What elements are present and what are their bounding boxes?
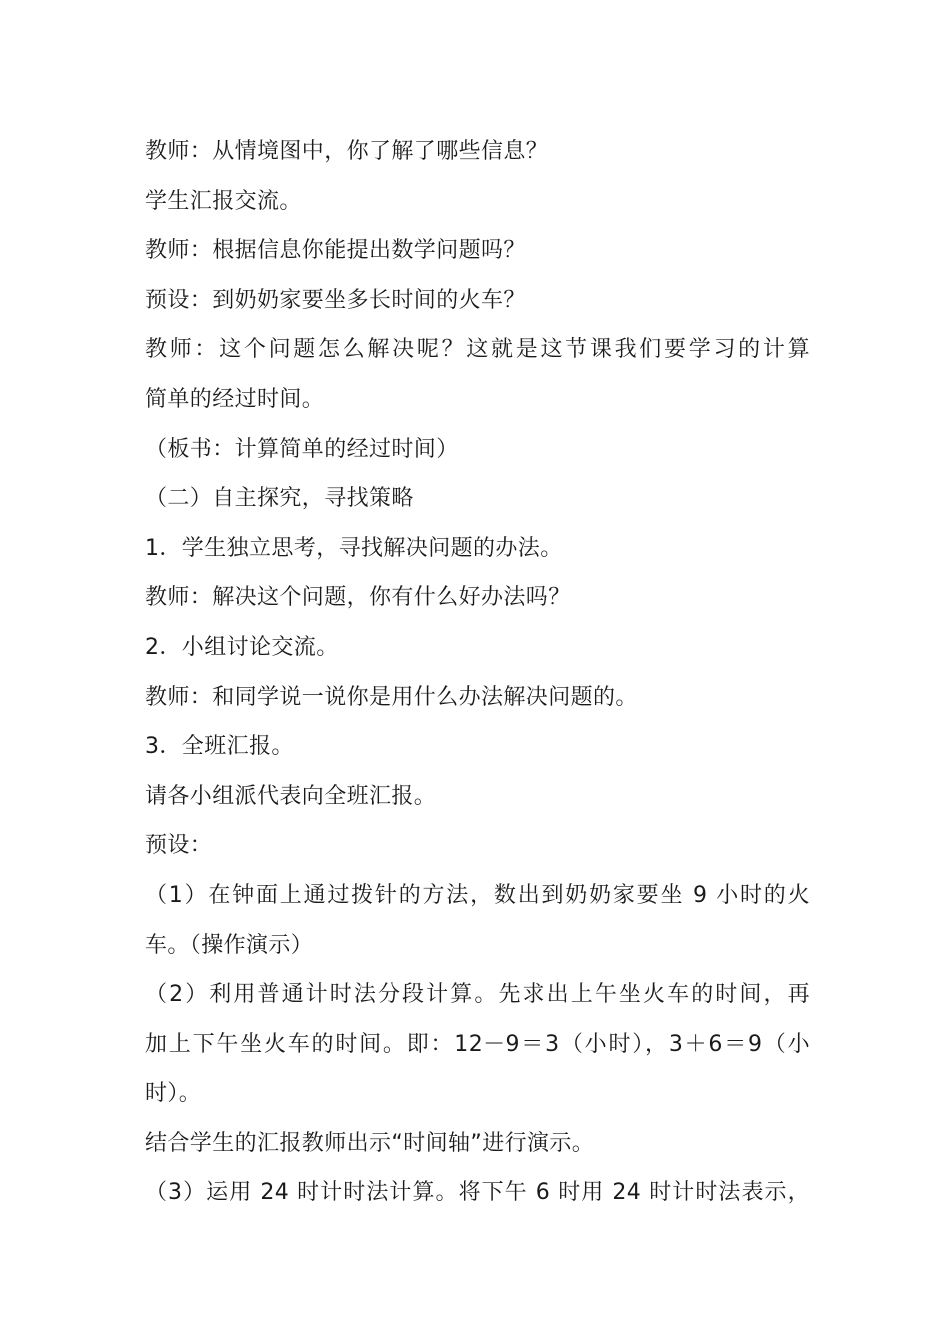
text-line: 教师：根据信息你能提出数学问题吗？ xyxy=(145,238,526,264)
text-line: 车。（操作演示） xyxy=(145,932,314,958)
text-line: 教师：这个问题怎么解决呢？这就是这节课我们要学习的计算 xyxy=(145,337,810,363)
text-line: 3．全班汇报。 xyxy=(145,734,294,760)
text-line: 教师：从情境图中，你了解了哪些信息？ xyxy=(145,139,549,164)
text-line: （板书：计算简单的经过时间） xyxy=(145,436,459,462)
text-line: 1．学生独立思考，寻找解决问题的办法。 xyxy=(145,535,563,561)
text-line: 2．小组讨论交流。 xyxy=(145,634,339,660)
text-line: （3）运用 24 时计时法计算。将下午 6 时用 24 时计时法表示， xyxy=(145,1180,810,1206)
text-line: 结合学生的汇报教师出示“时间轴”进行演示。 xyxy=(145,1130,595,1156)
text-line: 加上下午坐火车的时间。即：12－9＝3（小时），3＋6＝9（小 xyxy=(145,1031,810,1057)
text-line: 教师：和同学说一说你是用什么办法解决问题的。 xyxy=(145,684,638,710)
text-line: 简单的经过时间。 xyxy=(145,386,325,412)
document-body xyxy=(145,127,810,1218)
text-line: （2）利用普通计时法分段计算。先求出上午坐火车的时间，再 xyxy=(145,982,810,1008)
text-line: 请各小组派代表向全班汇报。 xyxy=(145,783,437,809)
text-line: （1）在钟面上通过拨针的方法，数出到奶奶家要坐 9 小时的火 xyxy=(145,882,810,908)
text-line: 教师：解决这个问题，你有什么好办法吗？ xyxy=(145,585,571,611)
text-line: 学生汇报交流。 xyxy=(145,188,302,214)
text-line: 预设： xyxy=(145,833,213,859)
text-line: 预设：到奶奶家要坐多长时间的火车？ xyxy=(145,287,526,313)
text-line: 时）。 xyxy=(145,1081,202,1107)
section-heading: （二）自主探究，寻找策略 xyxy=(145,486,414,512)
